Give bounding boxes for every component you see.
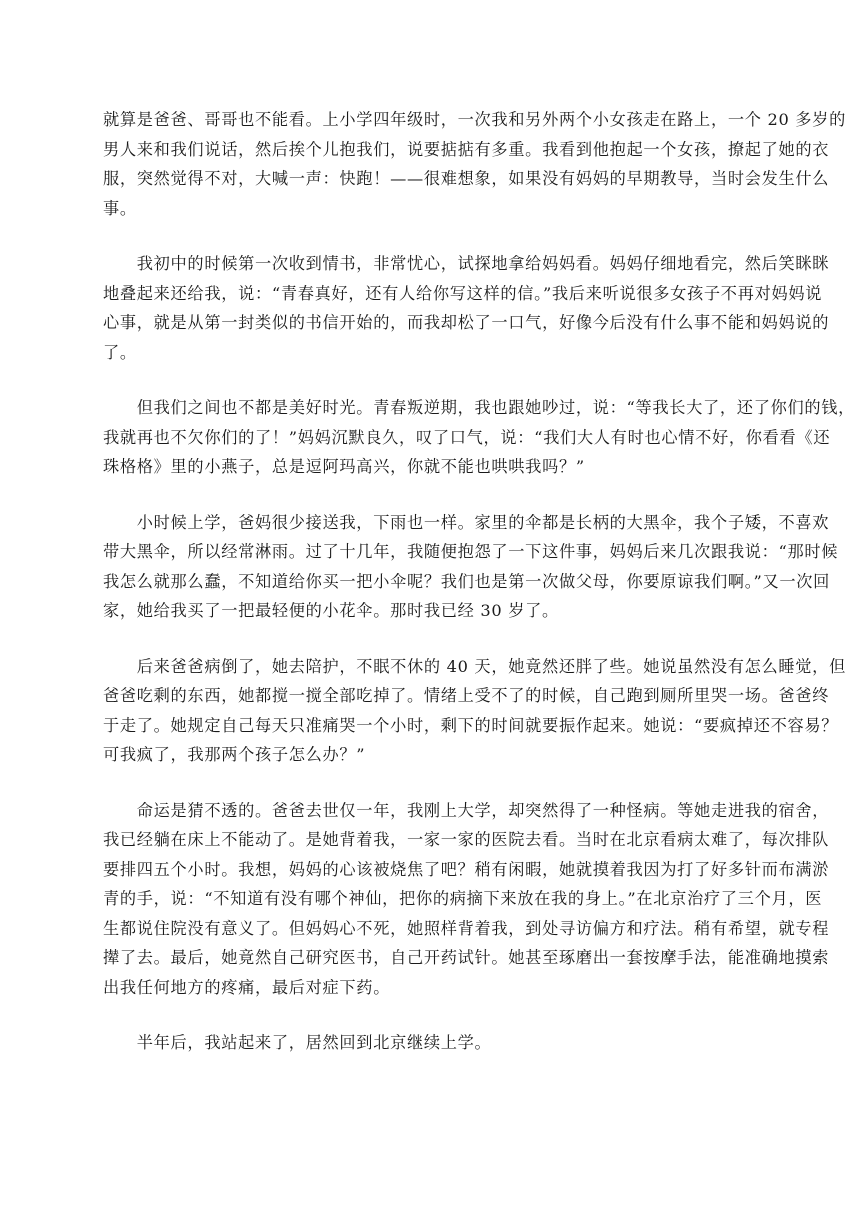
text-line: 地叠起来还给我，说：“青春真好，还有人给你写这样的信。”我后来听说很多女孩子不再对妈妈说 — [103, 283, 823, 303]
text-line: 可我疯了，我那两个孩子怎么办？” — [103, 745, 366, 764]
text-line: 带大黑伞，所以经常淋雨。过了十几年，我随便抱怨了一下这件事，妈妈后来几次跟我说：“那时候 — [103, 542, 839, 561]
paragraph-1 — [103, 107, 846, 222]
text-line: 半年后，我站起来了，居然回到北京继续上学。 — [103, 1033, 492, 1052]
document-page — [103, 107, 856, 1060]
text-line: 要排四五个小时。我想，妈妈的心该被烧焦了吧？稍有闲暇，她就摸着我因为打了好多针而布满淤 — [103, 859, 830, 879]
text-line: 我已经躺在床上不能动了。是她背着我，一家一家的医院去看。当时在北京看病太难了，每次排队 — [103, 830, 830, 849]
paragraph-5 — [103, 654, 846, 769]
text-line: 青的手，说：“不知道有没有哪个神仙，把你的病摘下来放在我的身上。”在北京治疗了三个月，医 — [103, 889, 823, 908]
text-line: 于走了。她规定自己每天只准痛哭一个小时，剩下的时间就要振作起来。她说：“要疯掉还不容易？ — [103, 715, 839, 735]
paragraph-gap — [103, 484, 753, 510]
text-line: 撵了去。最后，她竟然自己研究医书，自己开药试针。她甚至琢磨出一套按摩手法，能准确地摸索 — [103, 948, 830, 967]
text-line: 了。 — [103, 342, 137, 362]
text-line: 男人来和我们说话，然后挨个儿抱我们，说要掂掂有多重。我看到他抱起一个女孩，撩起了她的衣 — [103, 139, 830, 159]
text-line: 家，她给我买了一把最轻便的小花伞。那时我已经 30 岁了。 — [103, 601, 559, 620]
text-line: 小时候上学，爸妈很少接送我，下雨也一样。家里的伞都是长柄的大黑伞，我个子矮，不喜欢 — [103, 512, 830, 532]
text-line: 珠格格》里的小燕子，总是逗阿玛高兴，你就不能也哄哄我吗？” — [103, 457, 585, 476]
paragraph-gap — [103, 225, 753, 251]
paragraph-7 — [103, 1030, 753, 1056]
text-line: 服，突然觉得不对，大喊一声：快跑！——很难想象，如果没有妈妈的早期教导，当时会发生什么 — [103, 169, 830, 188]
paragraph-gap — [103, 628, 753, 654]
paragraph-4 — [103, 510, 839, 625]
text-line: 命运是猜不透的。爸爸去世仅一年，我刚上大学，却突然得了一种怪病。等她走进我的宿舍， — [103, 800, 830, 820]
text-line: 出我任何地方的疼痛，最后对症下药。 — [103, 977, 391, 997]
paragraph-gap — [103, 1004, 753, 1030]
paragraph-6 — [103, 798, 830, 1001]
paragraph-gap — [103, 772, 753, 798]
text-line: 我就再也不欠你们的了！”妈妈沉默良久，叹了口气，说：“我们大人有时也心情不好，你看看《还 — [103, 427, 831, 447]
text-line: 我怎么就那么蠢，不知道给你买一把小伞呢？我们也是第一次做父母，你要原谅我们啊。”又一次回 — [103, 571, 831, 591]
text-line: 生都说住院没有意义了。但妈妈心不死，她照样背着我，到处寻访偏方和疗法。稍有希望，就专程 — [103, 918, 830, 938]
text-line: 就算是爸爸、哥哥也不能看。上小学四年级时，一次我和另外两个小女孩走在路上，一个 20 多岁的 — [103, 110, 846, 129]
paragraph-3 — [103, 395, 856, 480]
paragraph-2 — [103, 251, 830, 366]
text-line: 后来爸爸病倒了，她去陪护，不眠不休的 40 天，她竟然还胖了些。她说虽然没有怎么睡觉，但 — [103, 656, 846, 676]
text-line: 爸爸吃剩的东西，她都搅一搅全部吃掉了。情绪上受不了的时候，自己跑到厕所里哭一场。爸爸终 — [103, 686, 830, 705]
paragraph-gap — [103, 369, 753, 395]
text-line: 事。 — [103, 198, 137, 218]
text-line: 我初中的时候第一次收到情书，非常忧心，试探地拿给妈妈看。妈妈仔细地看完，然后笑眯眯 — [103, 254, 830, 273]
text-line: 但我们之间也不都是美好时光。青春叛逆期，我也跟她吵过，说：“等我长大了，还了你们的钱， — [103, 398, 856, 417]
text-line: 心事，就是从第一封类似的书信开始的，而我却松了一口气，好像今后没有什么事不能和妈妈说的 — [103, 313, 830, 332]
